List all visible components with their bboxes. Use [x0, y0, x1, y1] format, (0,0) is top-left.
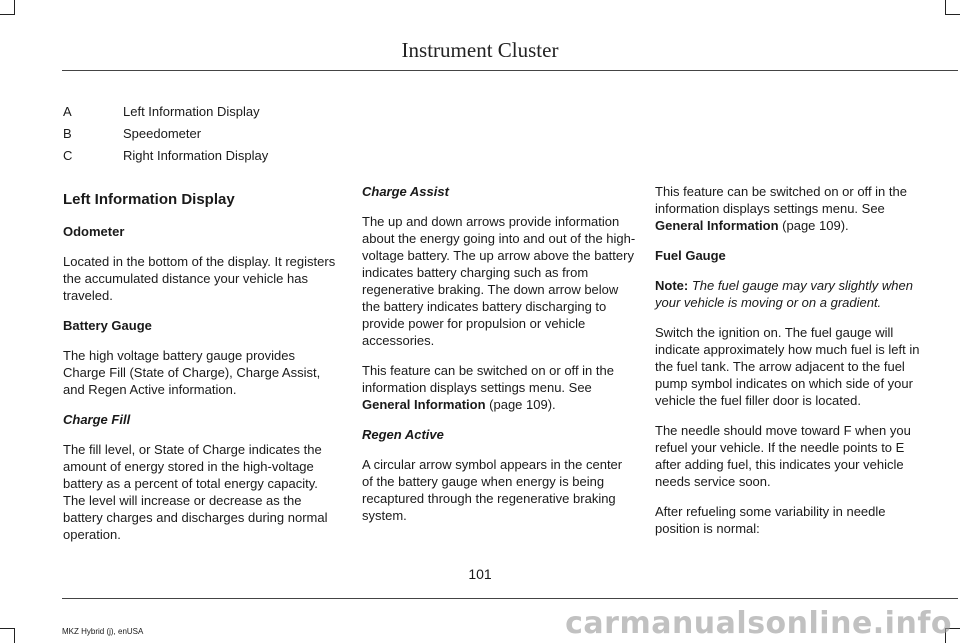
note-paragraph: [655, 277, 929, 311]
paragraph-charge-fill: The fill level, or State of Charge indicates the amount of energy stored in the high-voltage battery as a percent of total energy capacity. The level will increase or decrease as the battery charges and discharges during normal operation.: [63, 442, 328, 542]
settings-text: This feature can be switched on or off in the information displays settings menu. See: [362, 363, 614, 395]
header-divider: [62, 70, 958, 71]
paragraph-settings: [655, 183, 929, 234]
paragraph-regen-active: A circular arrow symbol appears in the center of the battery gauge when energy is being recaptured through the regenerative braking system.: [362, 457, 623, 523]
section-heading: Left Information Display: [63, 191, 235, 208]
subheading-regen-active: Regen Active: [362, 427, 444, 442]
settings-text: This feature can be switched on or off in the information displays settings menu. See: [655, 184, 907, 216]
general-information-link[interactable]: General Information: [655, 218, 779, 233]
note-label: Note:: [655, 278, 689, 293]
legend-letter: C: [63, 148, 73, 163]
paragraph-ignition: Switch the ignition on. The fuel gauge will indicate approximately how much fuel is left in the fuel tank. The arrow adjacent to the fuel pump symbol indicates on which side of your vehicle the fuel filler door is located.: [655, 325, 920, 408]
legend-letter: B: [63, 126, 72, 141]
footer-model-text: MKZ Hybrid (j), enUSA: [62, 627, 144, 636]
legend-item: [63, 148, 268, 170]
paragraph-charge-assist: The up and down arrows provide information about the energy going into and out of the high-voltage battery. The up arrow above the battery indicates battery charging such as from regenerative braking. The down arrow below the battery indicates battery discharging to provide power for propulsion or vehicle accessories.: [362, 214, 636, 348]
crop-mark-top-left: [0, 0, 15, 15]
general-information-link[interactable]: General Information: [362, 397, 486, 412]
crop-mark-bottom-left: [0, 628, 15, 643]
page-reference: (page 109).: [489, 397, 556, 412]
legend-letter: A: [63, 104, 72, 119]
legend-label: Left Information Display: [123, 104, 260, 119]
subheading-charge-assist: Charge Assist: [362, 184, 449, 199]
page-number: 101: [468, 566, 492, 582]
crop-mark-top-right: [945, 0, 960, 15]
column-left: [63, 183, 337, 556]
subheading-charge-fill: Charge Fill: [63, 412, 131, 427]
page-title: Instrument Cluster: [401, 38, 559, 62]
column-right: [655, 183, 929, 550]
paragraph-settings: [362, 362, 636, 413]
legend-label: Speedometer: [123, 126, 202, 141]
paragraph-odometer: Located in the bottom of the display. It registers the accumulated distance your vehicle has traveled.: [63, 254, 336, 303]
subheading-odometer: Odometer: [63, 224, 125, 239]
footer-divider: [62, 598, 958, 599]
paragraph-after-refueling: After refueling some variability in needle position is normal:: [655, 504, 886, 536]
watermark: carmanualsonline.info: [565, 606, 952, 641]
legend-label: Right Information Display: [123, 148, 269, 163]
subheading-fuel-gauge: Fuel Gauge: [655, 248, 726, 263]
legend-item: [63, 104, 268, 126]
paragraph-needle: The needle should move toward F when you refuel your vehicle. If the needle points to E after adding fuel, this indicates your vehicle needs service soon.: [655, 423, 911, 489]
paragraph-battery-gauge: The high voltage battery gauge provides Charge Fill (State of Charge), Charge Assist, and Regen Active information.: [63, 348, 321, 397]
note-text: The fuel gauge may vary slightly when your vehicle is moving or on a gradient.: [655, 278, 913, 310]
page-reference: (page 109).: [782, 218, 849, 233]
subheading-battery-gauge: Battery Gauge: [63, 318, 152, 333]
legend-item: [63, 126, 268, 148]
figure-legend: [63, 104, 268, 170]
column-middle: [362, 183, 636, 537]
